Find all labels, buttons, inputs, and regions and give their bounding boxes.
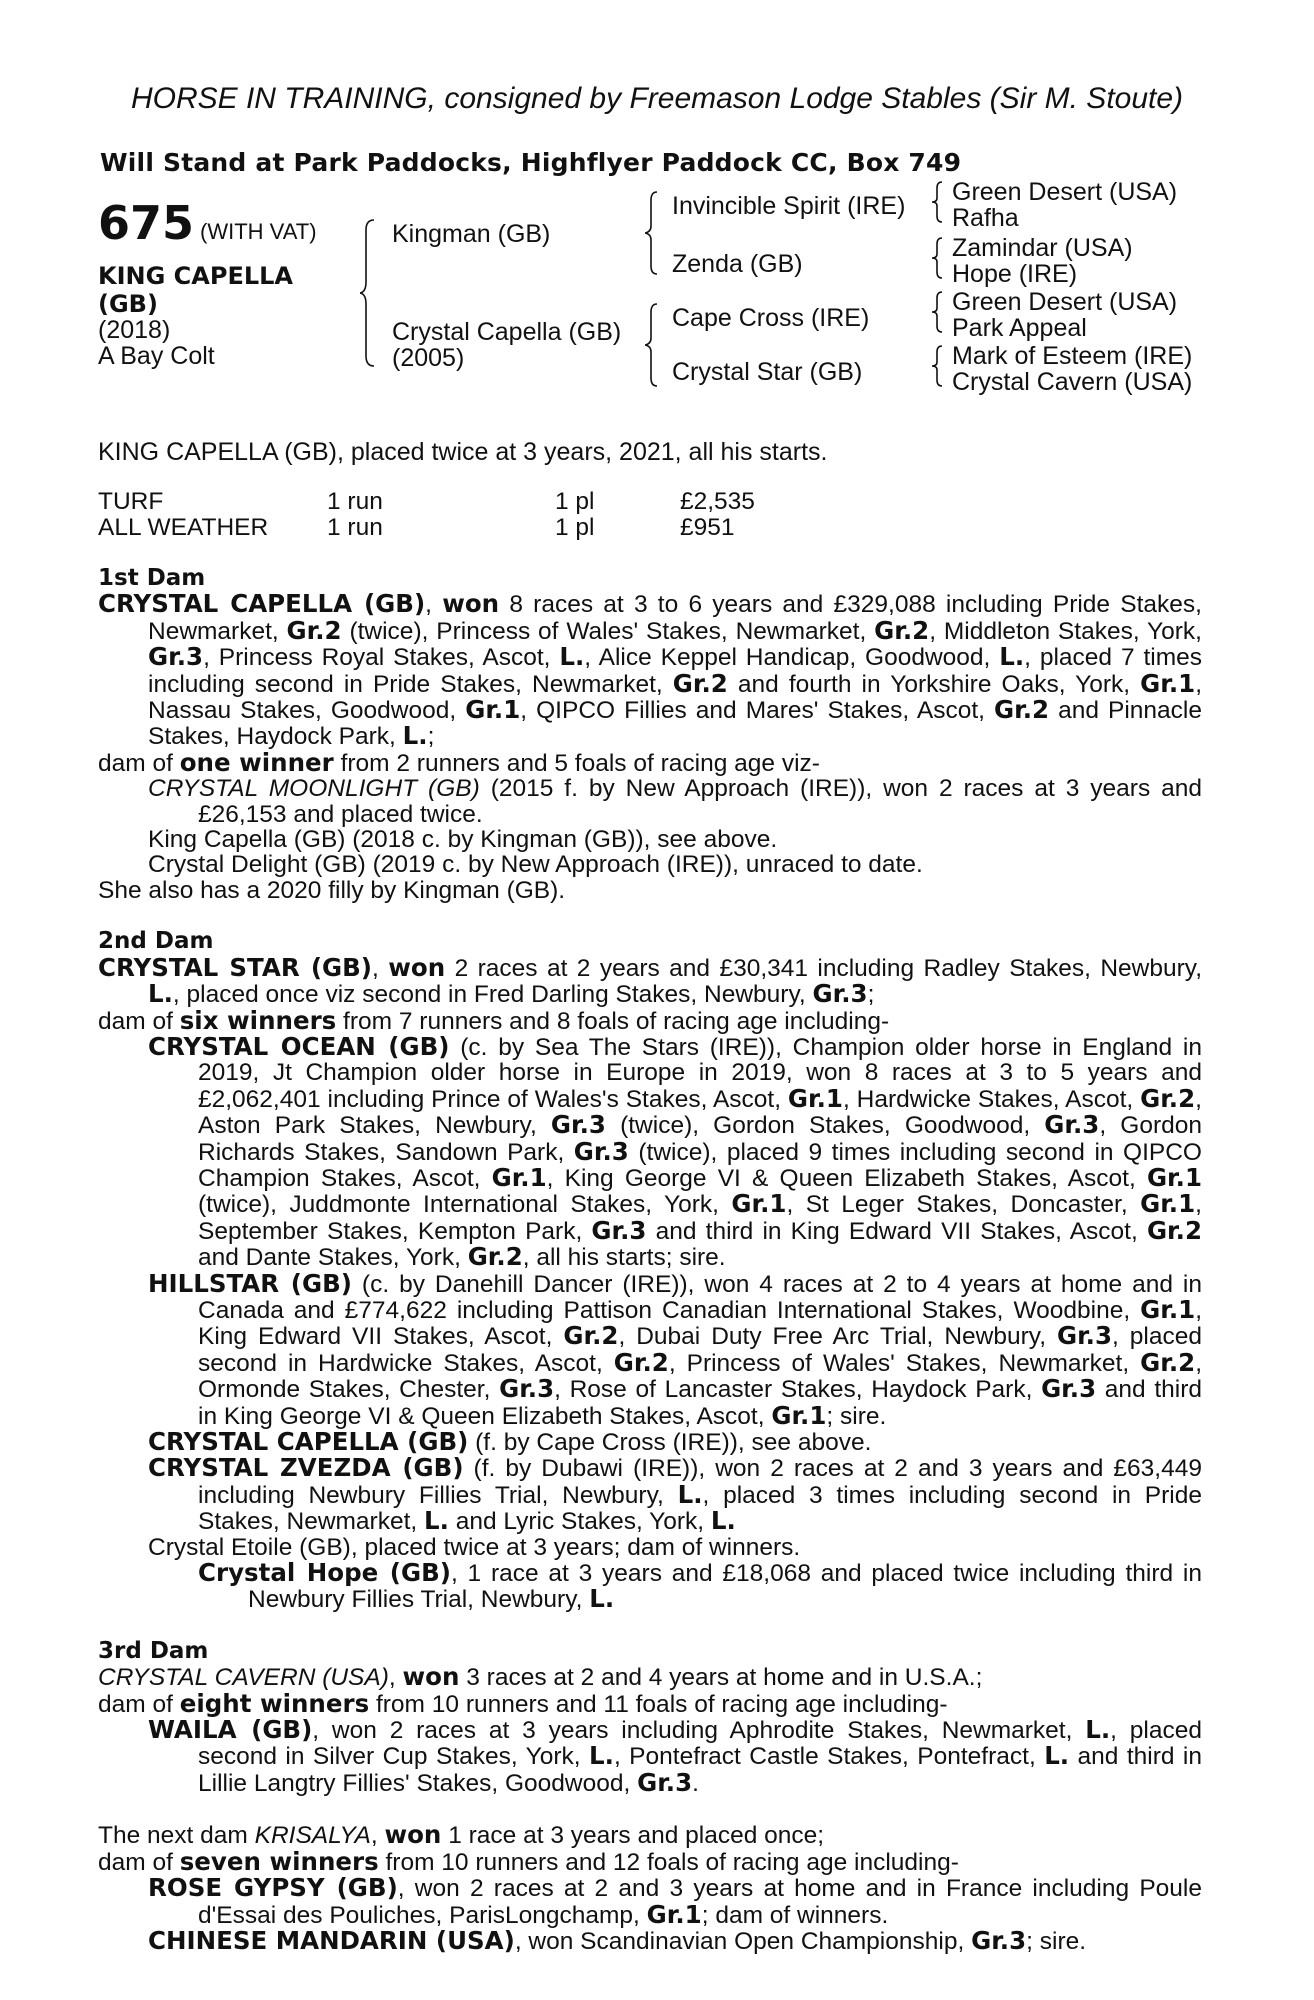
dam-line-bracket: [645, 302, 663, 388]
pedigree-dss: Green Desert (USA): [952, 288, 1178, 316]
page-header: HORSE IN TRAINING, consigned by Freemason Lodge Stables (Sir M. Stoute): [130, 82, 1184, 115]
pedigree-sire-dam: Zenda (GB): [672, 250, 803, 278]
horse-name-line2: (GB): [98, 290, 158, 318]
lot-number-value: 675: [98, 196, 195, 250]
stats-aw-earnings: £951: [680, 514, 735, 541]
pedigree-dam-year: (2005): [392, 344, 465, 372]
first-dam-produce-summary: dam of one winner from 2 runners and 5 foals of racing age viz-: [98, 747, 820, 777]
pedigree-ssd: Rafha: [952, 204, 1019, 232]
pedigree-ddd: Crystal Cavern (USA): [952, 368, 1193, 396]
pedigree-sdd: Hope (IRE): [952, 260, 1078, 288]
rose-gypsy-record: ROSE GYPSY (GB), won 2 races at 2 and 3 years at home and in France including Poule d'Essai des Pouliches, ParisLongchamp, Gr.1; dam of winners.: [148, 1873, 1202, 1929]
hillstar-record: HILLSTAR (GB) (c. by Danehill Dancer (IRE)), won 4 races at 2 to 4 years at home and in Canada and £774,622 including Pattison Canadian International Stakes, Woodbine, Gr.1, King Edward VII Stakes, Ascot, Gr.2, Dubai Duty Free Arc Trial, Newbury, Gr.3, placed second in Hardwicke Stakes, Ascot, Gr.2, Princess of Wales' Stakes, Newmarket, Gr.2, Ormonde Stakes, Chester, Gr.3, Rose of Lancaster Stakes, Haydock Park, Gr.3 and third in King George VI & Queen Elizabeth Stakes, Ascot, Gr.1; sire.: [148, 1268, 1203, 1430]
pedigree-sds: Zamindar (USA): [952, 234, 1133, 262]
next-dam-produce-summary: dam of seven winners from 10 runners and 12 foals of racing age including-: [98, 1846, 959, 1876]
crystal-hope-record: Crystal Hope (GB), 1 race at 3 years and £18,068 and placed twice including third in Newbury Fillies Trial, Newbury, L.: [198, 1558, 1202, 1614]
first-dam-foal-1: CRYSTAL MOONLIGHT (GB) (2015 f. by New Approach (IRE)), won 2 races at 3 years and £26,153 and placed twice.: [148, 775, 1202, 828]
vat-label: (WITH VAT): [200, 219, 317, 244]
horse-year: (2018): [98, 316, 171, 344]
crystal-etoile-entry: Crystal Etoile (GB), placed twice at 3 years; dam of winners.: [148, 1533, 801, 1561]
sire-dam-bracket: [360, 218, 380, 368]
third-dam-record: CRYSTAL CAVERN (USA), won 3 races at 2 and 4 years at home and in U.S.A.;: [98, 1662, 983, 1692]
pedigree-dam-dam: Crystal Star (GB): [672, 358, 863, 386]
first-dam-record: CRYSTAL CAPELLA (GB), won 8 races at 3 to 6 years and £329,088 including Pride Stakes, Newmarket, Gr.2 (twice), Princess of Wales' Stakes, Newmarket, Gr.2, Middleton Stakes, York, Gr.3, Princess Royal Stakes, Ascot, L., Alice Keppel Handicap, Goodwood, L., placed 7 times including second in Pride Stakes, Newmarket, Gr.2 and fourth in Yorkshire Oaks, York, Gr.1, Nassau Stakes, Goodwood, Gr.1, QIPCO Fillies and Mares' Stakes, Ascot, Gr.2 and Pinnacle Stakes, Haydock Park, L.;: [98, 589, 1203, 751]
stand-location: Will Stand at Park Paddocks, Highflyer Paddock CC, Box 749: [100, 148, 962, 177]
next-dam-record: The next dam KRISALYA, won 1 race at 3 years and placed once;: [98, 1820, 825, 1850]
stats-turf-surface: TURF: [98, 488, 164, 515]
stats-aw-surface: ALL WEATHER: [98, 514, 269, 541]
stats-turf-earnings: £2,535: [680, 488, 755, 515]
horse-description: A Bay Colt: [98, 342, 215, 370]
produce-record: [98, 566, 1202, 1954]
first-dam-foal-3: Crystal Delight (GB) (2019 c. by New Approach (IRE)), unraced to date.: [148, 851, 923, 879]
crystal-capella-entry: CRYSTAL CAPELLA (GB) (f. by Cape Cross (IRE)), see above.: [148, 1427, 872, 1456]
third-dam-heading: 3rd Dam: [98, 1637, 209, 1664]
sd-bracket: [932, 236, 946, 280]
crystal-ocean-record: CRYSTAL OCEAN (GB) (c. by Sea The Stars (IRE)), Champion older horse in England in 2019, Jt Champion older horse in Europe in 2019, won 8 races at 3 to 5 years and £2,062,401 including Prince of Wales's Stakes, Ascot, Gr.1, Hardwicke Stakes, Ascot, Gr.2, Aston Park Stakes, Newbury, Gr.3 (twice), Gordon Stakes, Goodwood, Gr.3, Gordon Richards Stakes, Sandown Park, Gr.3 (twice), placed 9 times including second in QIPCO Champion Stakes, Ascot, Gr.1, King George VI & Queen Elizabeth Stakes, Ascot, Gr.1 (twice), Juddmonte International Stakes, York, Gr.1, St Leger Stakes, Doncaster, Gr.1, September Stakes, Kempton Park, Gr.3 and third in King Edward VII Stakes, Ascot, Gr.2 and Dante Stakes, York, Gr.2, all his starts; sire.: [148, 1031, 1203, 1272]
sire-line-bracket: [645, 190, 663, 276]
pedigree-sss: Green Desert (USA): [952, 178, 1178, 206]
pedigree-sire-sire: Invincible Spirit (IRE): [672, 192, 906, 220]
stats-aw-runs: 1 run: [327, 514, 383, 541]
stats-turf-placed: 1 pl: [555, 488, 595, 515]
race-summary: KING CAPELLA (GB), placed twice at 3 years, 2021, all his starts.: [98, 438, 828, 466]
pedigree-dds: Mark of Esteem (IRE): [952, 342, 1193, 370]
second-dam-produce-summary: dam of six winners from 7 runners and 8 foals of racing age including-: [98, 1005, 890, 1035]
ds-bracket: [932, 290, 946, 334]
lot-number: [98, 196, 317, 250]
stats-turf-runs: 1 run: [327, 488, 383, 515]
chinese-mandarin-record: CHINESE MANDARIN (USA), won Scandinavian Open Championship, Gr.3; sire.: [148, 1925, 1087, 1955]
ss-bracket: [932, 180, 946, 224]
third-dam-produce-summary: dam of eight winners from 10 runners and 11 foals of racing age including-: [98, 1688, 948, 1718]
stats-aw-placed: 1 pl: [555, 514, 595, 541]
first-dam-heading: 1st Dam: [98, 565, 206, 591]
second-dam-record: CRYSTAL STAR (GB), won 2 races at 2 years and £30,341 including Radley Stakes, Newbury, L., placed once viz second in Fred Darling Stakes, Newbury, Gr.3;: [98, 952, 1202, 1009]
pedigree-dam: Crystal Capella (GB): [392, 318, 622, 346]
dd-bracket: [932, 344, 946, 388]
waila-record: WAILA (GB), won 2 races at 3 years including Aphrodite Stakes, Newmarket, L., placed second in Silver Cup Stakes, York, L., Pontefract Castle Stakes, Pontefract, L. and third in Lillie Langtry Fillies' Stakes, Goodwood, Gr.3.: [148, 1715, 1202, 1797]
first-dam-foal-2: King Capella (GB) (2018 c. by Kingman (GB)), see above.: [148, 826, 778, 854]
crystal-zvezda-record: CRYSTAL ZVEZDA (GB) (f. by Dubawi (IRE)), won 2 races at 2 and 3 years and £63,449 including Newbury Fillies Trial, Newbury, L., placed 3 times including second in Pride Stakes, Newmarket, L. and Lyric Stakes, York, L.: [148, 1453, 1202, 1536]
horse-name-line1: KING CAPELLA: [98, 262, 293, 290]
pedigree-dam-sire: Cape Cross (IRE): [672, 304, 870, 332]
first-dam-foal-4: She also has a 2020 filly by Kingman (GB).: [98, 876, 566, 904]
pedigree-dsd: Park Appeal: [952, 314, 1087, 342]
second-dam-heading: 2nd Dam: [98, 928, 214, 955]
pedigree-sire: Kingman (GB): [392, 220, 551, 248]
